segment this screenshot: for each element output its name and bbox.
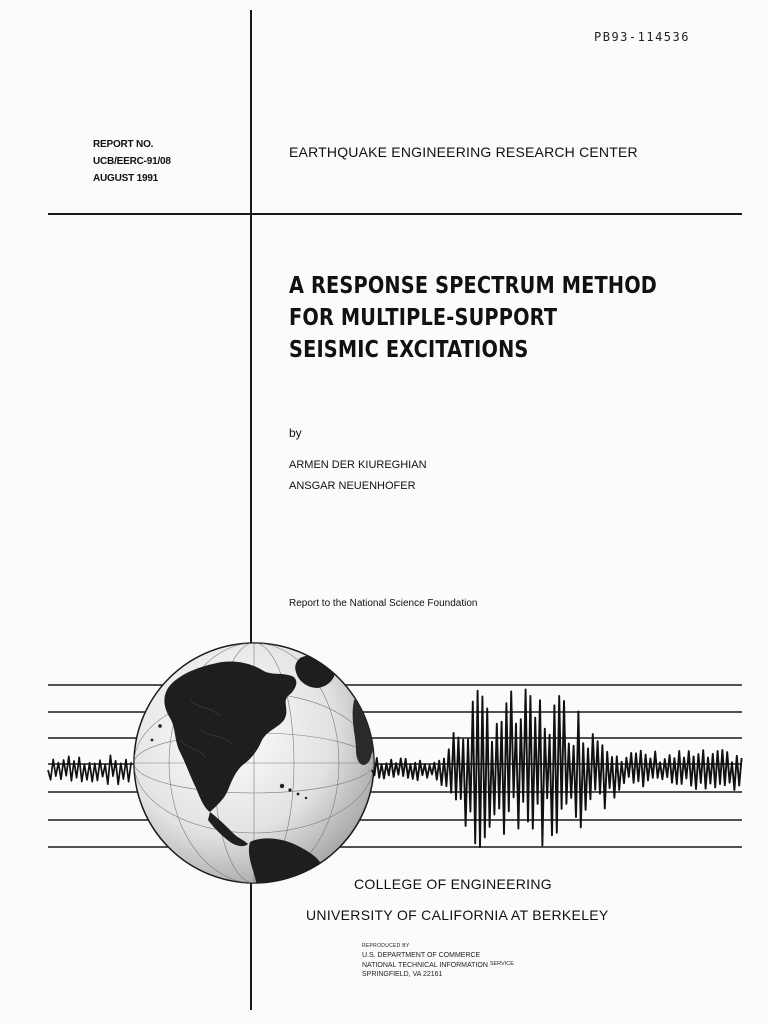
title-line: SEISMIC EXCITATIONS [289,337,529,363]
reproduced-by-label: REPRODUCED BY [362,943,410,949]
ntis-service-name: NATIONAL TECHNICAL INFORMATION [362,962,488,969]
ntis-department: U.S. DEPARTMENT OF COMMERCE [362,952,481,959]
header-divider [48,213,742,215]
author-list [289,455,427,497]
report-no-label: REPORT NO. [93,139,154,150]
title-line: A RESPONSE SPECTRUM METHOD [289,273,658,299]
report-info-block [93,136,171,187]
sponsor-line: Report to the National Science Foundation [289,598,478,609]
accession-number: PB93-114536 [594,30,690,44]
ntis-reproduction-stamp [362,942,514,979]
seismogram-trace-left [48,755,131,784]
globe-icon [134,643,377,890]
author-name: ARMEN DER KIUREGHIAN [289,459,427,471]
report-date: AUGUST 1991 [93,173,159,184]
report-title [289,270,657,366]
seismogram-globe-illustration [0,630,768,890]
ntis-service-line [362,960,514,970]
title-line: FOR MULTIPLE-SUPPORT [289,305,558,331]
report-number: UCB/EERC-91/08 [93,156,171,167]
byline-label: by [289,426,302,440]
university-name: UNIVERSITY OF CALIFORNIA AT BERKELEY [306,907,609,923]
ntis-address: SPRINGFIELD, VA 22161 [362,971,443,978]
seismogram-trace-right [372,690,742,848]
ntis-service-word: SERVICE [489,961,514,967]
research-center-name: EARTHQUAKE ENGINEERING RESEARCH CENTER [289,144,638,160]
author-name: ANSGAR NEUENHOFER [289,480,416,492]
college-name: COLLEGE OF ENGINEERING [354,876,552,892]
